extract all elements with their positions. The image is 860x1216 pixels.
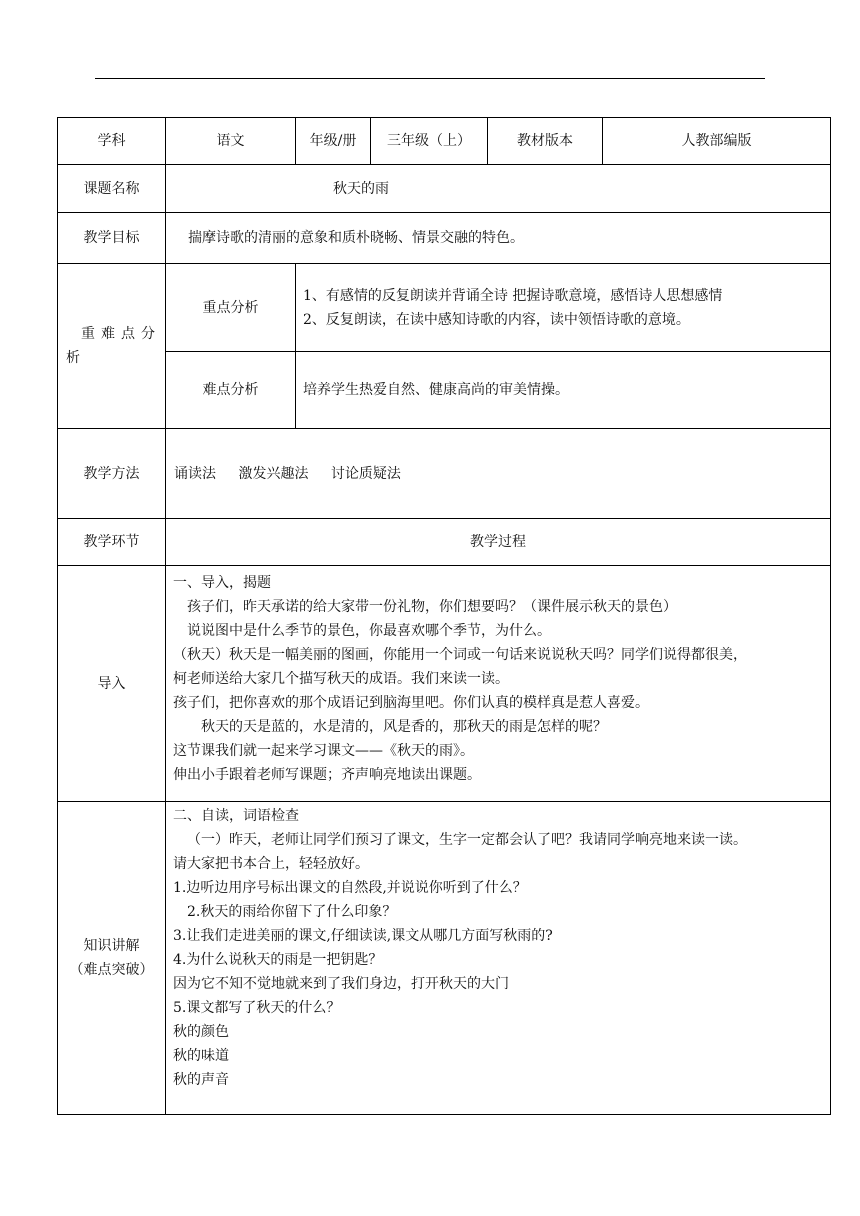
knowledge-line: 1.边听边用序号标出课文的自然段,并说说你听到了什么？ bbox=[173, 880, 527, 896]
process-title: 教学过程 bbox=[166, 519, 831, 566]
knowledge-line: 2.秋天的雨给你留下了什么印象？ bbox=[187, 904, 397, 920]
knowledge-label bbox=[58, 802, 166, 1115]
edition-value: 人教部编版 bbox=[603, 118, 831, 165]
knowledge-line: 请大家把书本合上，轻轻放好。 bbox=[173, 856, 369, 872]
lesson-title-row bbox=[58, 165, 831, 213]
method-item: 讨论质疑法 bbox=[330, 465, 401, 482]
grade-label: 年级/册 bbox=[296, 118, 371, 165]
analysis-label-line2: 析 bbox=[66, 350, 80, 366]
knowledge-line: 5.课文都写了秋天的什么？ bbox=[173, 1000, 341, 1016]
knowledge-label-line2: （难点突破） bbox=[69, 962, 154, 978]
teaching-goal-row bbox=[58, 213, 831, 264]
difficult-analysis-row bbox=[58, 352, 831, 429]
teaching-method-label: 教学方法 bbox=[58, 429, 166, 519]
teaching-method-list bbox=[166, 429, 831, 519]
lesson-title-value: 秋天的雨 bbox=[166, 165, 831, 213]
intro-line: 孩子们，把你喜欢的那个成语记到脑海里吧。你们认真的模样真是惹人喜爱。 bbox=[173, 695, 649, 711]
intro-line: 柯老师送给大家几个描写秋天的成语。我们来读一读。 bbox=[173, 671, 509, 687]
teaching-goal-value: 揣摩诗歌的清丽的意象和质朴晓畅、情景交融的特色。 bbox=[166, 213, 831, 264]
analysis-label-line1: 重难点分 bbox=[81, 326, 161, 342]
knowledge-line: 秋的颜色 bbox=[173, 1024, 229, 1040]
intro-line: （秋天）秋天是一幅美丽的图画，你能用一个词或一句话来说说秋天吗？同学们说得都很美， bbox=[173, 647, 747, 663]
analysis-label bbox=[58, 264, 166, 429]
teaching-goal-label: 教学目标 bbox=[58, 213, 166, 264]
method-item: 诵读法 bbox=[174, 465, 216, 482]
knowledge-line: 秋的声音 bbox=[173, 1072, 229, 1088]
knowledge-label-line1: 知识讲解 bbox=[83, 938, 140, 954]
intro-line: 说说图中是什么季节的景色，你最喜欢哪个季节，为什么。 bbox=[187, 623, 551, 639]
subject-label: 学科 bbox=[58, 118, 166, 165]
knowledge-line: 4.为什么说秋天的雨是一把钥匙？ bbox=[173, 952, 383, 968]
grade-value: 三年级（上） bbox=[371, 118, 488, 165]
lesson-plan-table bbox=[57, 117, 831, 1115]
key-analysis-row bbox=[58, 264, 831, 352]
intro-line: 一、导入，揭题 bbox=[173, 575, 271, 591]
lesson-title-label: 课题名称 bbox=[58, 165, 166, 213]
header-rule bbox=[95, 78, 765, 79]
intro-label: 导入 bbox=[58, 566, 166, 802]
difficult-analysis-label: 难点分析 bbox=[166, 352, 296, 429]
header-row bbox=[58, 118, 831, 165]
intro-line: 孩子们，昨天承诺的给大家带一份礼物，你们想要吗？（课件展示秋天的景色） bbox=[187, 599, 677, 615]
intro-line: 这节课我们就一起来学习课文——《秋天的雨》。 bbox=[173, 743, 474, 759]
intro-line: 秋天的天是蓝的，水是清的，风是香的，那秋天的雨是怎样的呢？ bbox=[201, 719, 607, 735]
difficult-analysis-value: 培养学生热爱自然、健康高尚的审美情操。 bbox=[296, 352, 831, 429]
knowledge-line: 因为它不知不觉地就来到了我们身边，打开秋天的大门 bbox=[173, 976, 509, 992]
key-analysis-line: 2、反复朗读，在读中感知诗歌的内容，读中领悟诗歌的意境。 bbox=[303, 311, 690, 328]
intro-content bbox=[166, 566, 831, 802]
key-analysis-line: 1、有感情的反复朗读并背诵全诗 把握诗歌意境，感悟诗人思想感情 bbox=[303, 287, 723, 304]
intro-line: 伸出小手跟着老师写课题；齐声响亮地读出课题。 bbox=[173, 767, 481, 783]
teaching-method-row bbox=[58, 429, 831, 519]
process-header-row bbox=[58, 519, 831, 566]
method-item: 激发兴趣法 bbox=[238, 465, 309, 482]
process-stage-label: 教学环节 bbox=[58, 519, 166, 566]
key-analysis-content bbox=[296, 264, 831, 352]
knowledge-line: 二、自读，词语检查 bbox=[173, 808, 299, 824]
knowledge-line: 3.让我们走进美丽的课文,仔细读读,课文从哪几方面写秋雨的? bbox=[173, 928, 553, 944]
knowledge-line: （一）昨天，老师让同学们预习了课文，生字一定都会认了吧？我请同学响亮地来读一读。 bbox=[187, 832, 747, 848]
subject-value: 语文 bbox=[166, 118, 296, 165]
knowledge-line: 秋的味道 bbox=[173, 1048, 229, 1064]
edition-label: 教材版本 bbox=[488, 118, 603, 165]
intro-row bbox=[58, 566, 831, 802]
knowledge-row bbox=[58, 802, 831, 1115]
key-analysis-label: 重点分析 bbox=[166, 264, 296, 352]
knowledge-content bbox=[166, 802, 831, 1115]
